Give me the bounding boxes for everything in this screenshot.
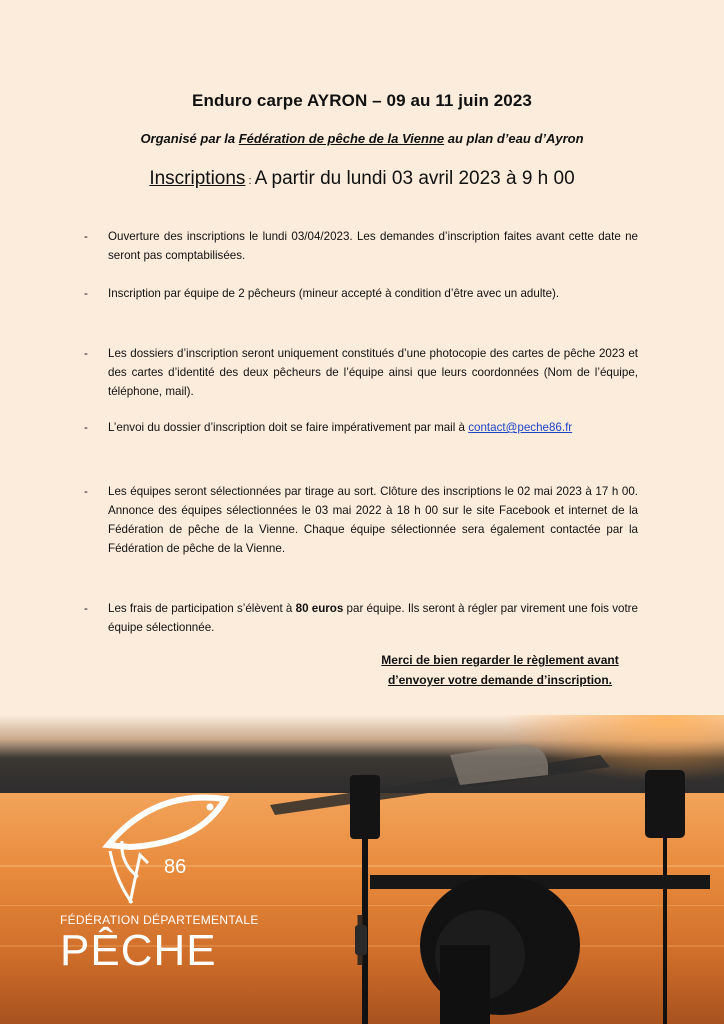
fish-logo-icon bbox=[60, 785, 240, 915]
fee-text-post: par équipe. Ils seront à régler par virement une fois votre équipe sélectionnée. bbox=[108, 602, 638, 634]
inscriptions-date: A partir du lundi 03 avril 2023 à 9 h 00 bbox=[254, 168, 575, 189]
organizer-line bbox=[0, 131, 724, 146]
contact-email-link[interactable]: contact@peche86.fr bbox=[468, 421, 573, 434]
list-item bbox=[84, 482, 644, 558]
bullet-dash: - bbox=[84, 421, 88, 434]
bullet-dash: - bbox=[84, 230, 88, 243]
organizer-post: au plan d’eau d’Ayron bbox=[444, 131, 584, 146]
list-item bbox=[84, 599, 644, 637]
bullet-dash: - bbox=[84, 287, 88, 300]
email-instruction: L’envoi du dossier d’inscription doit se faire impérativement par mail à bbox=[108, 421, 469, 434]
organizer-pre: Organisé par la bbox=[140, 131, 239, 146]
bullet-dash: - bbox=[84, 347, 88, 360]
logo-peche-text: PÊCHE bbox=[60, 926, 217, 975]
list-item bbox=[84, 227, 644, 265]
inscriptions-label: Inscriptions bbox=[149, 168, 246, 189]
rules-note-line1: Merci de bien regarder le règlement avant bbox=[381, 653, 619, 667]
list-item bbox=[84, 418, 644, 437]
bullet-dash: - bbox=[84, 602, 88, 615]
fee-text-pre: Les frais de participation s’élèvent à bbox=[108, 602, 296, 615]
event-title: Enduro carpe AYRON – 09 au 11 juin 2023 bbox=[192, 91, 532, 110]
rules-note bbox=[340, 650, 660, 690]
fee-amount: 80 euros bbox=[295, 602, 344, 615]
list-item-text: Ouverture des inscriptions le lundi 03/04/2023. Les demandes d’inscription faites avant cette date ne seront pas comptabilisées. bbox=[108, 230, 638, 262]
inscriptions-line bbox=[0, 168, 724, 190]
list-item-text: Inscription par équipe de 2 pêcheurs (mineur accepté à condition d’être avec un adulte). bbox=[108, 287, 560, 300]
federation-logo bbox=[60, 785, 259, 985]
logo-federation-text: FÉDÉRATION DÉPARTEMENTALE bbox=[60, 913, 259, 927]
list-item-text bbox=[108, 599, 638, 637]
inscriptions-sep: : bbox=[245, 175, 255, 187]
bullet-dash: - bbox=[84, 485, 88, 498]
list-item-text: Les équipes seront sélectionnées par tirage au sort. Clôture des inscriptions le 02 mai 2023 à 17 h 00. Annonce des équipes sélectionnées le 03 mai 2022 à 18 h 00 sur le site Facebook et internet de la Fédération de pêche de la Vienne. Chaque équipe sélectionnée sera également contactée par la Fédération de pêche de la Vienne. bbox=[108, 485, 638, 555]
list-item-text bbox=[108, 418, 638, 437]
list-item bbox=[84, 344, 644, 401]
list-item bbox=[84, 284, 644, 303]
list-item-text: Les dossiers d’inscription seront uniquement constitués d’une photocopie des cartes de pêche 2023 et des cartes d’identité des deux pêcheurs de l’équipe ainsi que leurs coordonnées (Nom de l’équipe, téléphone, mail). bbox=[108, 347, 638, 398]
rules-note-line2: d’envoyer votre demande d’inscription. bbox=[387, 673, 613, 687]
organizer-name: Fédération de pêche de la Vienne bbox=[238, 131, 445, 146]
logo-number: 86 bbox=[164, 856, 187, 878]
